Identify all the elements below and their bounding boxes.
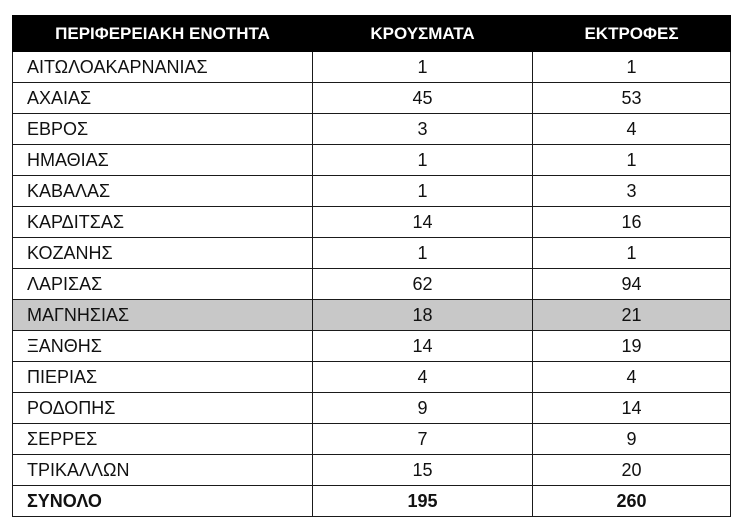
region-cell: ΗΜΑΘΙΑΣ bbox=[13, 145, 313, 176]
total-label-cell: ΣΥΝΟΛΟ bbox=[13, 486, 313, 517]
farms-cell: 21 bbox=[533, 300, 731, 331]
table-row bbox=[13, 176, 731, 207]
farms-cell: 14 bbox=[533, 393, 731, 424]
table-header bbox=[13, 16, 731, 52]
cases-cell: 1 bbox=[313, 52, 533, 83]
table-row bbox=[13, 331, 731, 362]
region-cell: ΚΑΡΔΙΤΣΑΣ bbox=[13, 207, 313, 238]
farms-cell: 3 bbox=[533, 176, 731, 207]
cases-cell: 14 bbox=[313, 207, 533, 238]
region-cell: ΕΒΡΟΣ bbox=[13, 114, 313, 145]
table-row bbox=[13, 83, 731, 114]
farms-cell: 1 bbox=[533, 238, 731, 269]
cases-cell: 4 bbox=[313, 362, 533, 393]
region-cell: ΡΟΔΟΠΗΣ bbox=[13, 393, 313, 424]
table-row bbox=[13, 269, 731, 300]
cases-cell: 14 bbox=[313, 331, 533, 362]
region-cell: ΤΡΙΚΑΛΛΩΝ bbox=[13, 455, 313, 486]
cases-cell: 1 bbox=[313, 145, 533, 176]
header-region: ΠΕΡΙΦΕΡΕΙΑΚΗ ΕΝΟΤΗΤΑ bbox=[13, 16, 313, 52]
total-cases-cell: 195 bbox=[313, 486, 533, 517]
region-cell: ΚΟΖΑΝΗΣ bbox=[13, 238, 313, 269]
region-cell: ΛΑΡΙΣΑΣ bbox=[13, 269, 313, 300]
region-cell: ΚΑΒΑΛΑΣ bbox=[13, 176, 313, 207]
farms-cell: 20 bbox=[533, 455, 731, 486]
region-cell: ΜΑΓΝΗΣΙΑΣ bbox=[13, 300, 313, 331]
cases-by-region-table bbox=[12, 15, 731, 517]
header-farms: ΕΚΤΡΟΦΕΣ bbox=[533, 16, 731, 52]
table-row bbox=[13, 207, 731, 238]
cases-cell: 1 bbox=[313, 176, 533, 207]
farms-cell: 1 bbox=[533, 145, 731, 176]
total-row bbox=[13, 486, 731, 517]
region-cell: ΣΕΡΡΕΣ bbox=[13, 424, 313, 455]
farms-cell: 9 bbox=[533, 424, 731, 455]
farms-cell: 4 bbox=[533, 114, 731, 145]
table-row bbox=[13, 238, 731, 269]
table-row bbox=[13, 424, 731, 455]
table-row bbox=[13, 145, 731, 176]
table-row bbox=[13, 114, 731, 145]
region-cell: ΑΧΑΙΑΣ bbox=[13, 83, 313, 114]
cases-cell: 7 bbox=[313, 424, 533, 455]
table-body bbox=[13, 52, 731, 517]
farms-cell: 4 bbox=[533, 362, 731, 393]
table-row bbox=[13, 393, 731, 424]
header-cases: ΚΡΟΥΣΜΑΤΑ bbox=[313, 16, 533, 52]
region-cell: ΞΑΝΘΗΣ bbox=[13, 331, 313, 362]
cases-cell: 45 bbox=[313, 83, 533, 114]
farms-cell: 16 bbox=[533, 207, 731, 238]
cases-cell: 62 bbox=[313, 269, 533, 300]
region-cell: ΑΙΤΩΛΟΑΚΑΡΝΑΝΙΑΣ bbox=[13, 52, 313, 83]
total-farms-cell: 260 bbox=[533, 486, 731, 517]
cases-cell: 1 bbox=[313, 238, 533, 269]
cases-cell: 3 bbox=[313, 114, 533, 145]
header-row bbox=[13, 16, 731, 52]
cases-cell: 15 bbox=[313, 455, 533, 486]
region-cell: ΠΙΕΡΙΑΣ bbox=[13, 362, 313, 393]
cases-cell: 9 bbox=[313, 393, 533, 424]
table-row bbox=[13, 52, 731, 83]
table-row bbox=[13, 362, 731, 393]
cases-cell: 18 bbox=[313, 300, 533, 331]
farms-cell: 94 bbox=[533, 269, 731, 300]
table-row bbox=[13, 300, 731, 331]
farms-cell: 53 bbox=[533, 83, 731, 114]
cases-table-container bbox=[12, 15, 730, 517]
table-row bbox=[13, 455, 731, 486]
farms-cell: 19 bbox=[533, 331, 731, 362]
farms-cell: 1 bbox=[533, 52, 731, 83]
